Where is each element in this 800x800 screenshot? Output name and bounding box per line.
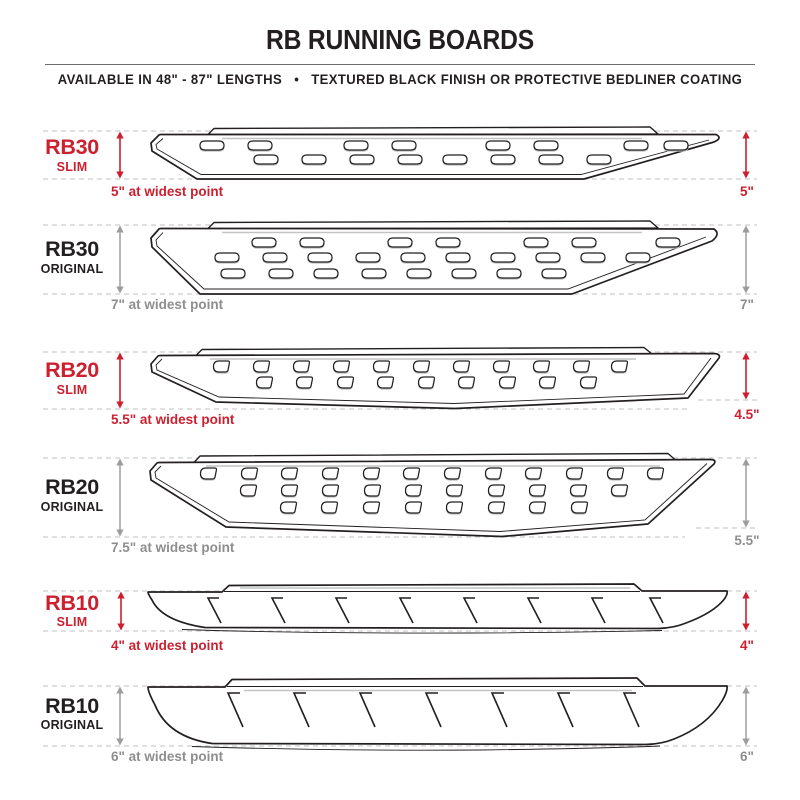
tread-slot	[350, 155, 374, 164]
tread-slot	[447, 485, 463, 496]
row-rb20-slim	[43, 348, 760, 428]
tread-slot	[374, 361, 390, 372]
tread-slot	[398, 155, 422, 164]
tread-slot	[401, 253, 425, 262]
tread-slot	[378, 377, 394, 388]
height-label: 4"	[740, 638, 754, 653]
arrow-head	[742, 172, 749, 179]
arrow-head	[742, 592, 749, 599]
measure-arrow-right	[742, 459, 749, 528]
measure-arrow-right	[742, 353, 749, 400]
arrow-head	[742, 287, 749, 294]
arrow-head	[116, 459, 123, 466]
tread-slot	[608, 468, 624, 479]
tread-slot	[365, 485, 381, 496]
row-rb20-original	[41, 454, 760, 556]
tread-slot	[241, 485, 257, 496]
tread-slot	[406, 502, 422, 513]
tread-slot	[392, 141, 416, 150]
tread-slot	[364, 468, 380, 479]
tread-slot	[567, 468, 583, 479]
tread-slot	[540, 377, 556, 388]
arrow-head	[742, 521, 749, 528]
board-lip	[208, 127, 658, 135]
width-note: 4" at widest point	[111, 638, 224, 653]
arrow-head	[116, 739, 123, 746]
tread-slot	[626, 253, 650, 262]
tread-slot	[356, 253, 380, 262]
tread-slot	[491, 155, 515, 164]
height-label: 4.5"	[734, 407, 760, 422]
arrow-head	[116, 353, 123, 360]
tread-slot	[539, 155, 563, 164]
board-outline	[150, 460, 715, 537]
tread-slot	[587, 155, 611, 164]
measure-arrow-right	[742, 592, 749, 631]
tread-slot	[446, 253, 470, 262]
variant-label: SLIM	[56, 383, 88, 397]
tread-slot	[534, 141, 558, 150]
board-outline	[151, 354, 719, 409]
row-rb30-original	[41, 221, 757, 312]
tread-slot	[542, 269, 566, 278]
tread-slot	[489, 502, 505, 513]
measure-arrow-right	[742, 132, 749, 179]
tread-slot	[419, 377, 435, 388]
tread-slot	[534, 361, 550, 372]
height-label: 7"	[740, 297, 754, 312]
model-label: RB30	[45, 237, 99, 261]
tread-slot	[581, 253, 605, 262]
row-rb10-slim	[43, 584, 757, 653]
tread-slot	[656, 238, 680, 247]
measure-arrow-left	[117, 592, 124, 631]
tread-slot	[500, 377, 516, 388]
arrow-head	[116, 530, 123, 537]
row-rb30-slim	[43, 127, 757, 199]
arrow-head	[117, 592, 124, 599]
subtitle: AVAILABLE IN 48" - 87" LENGTHS • TEXTURED BLACK FINISH OR PROTECTIVE BEDLINER COATING	[57, 72, 743, 87]
tread-slot	[282, 485, 298, 496]
tread-slot	[404, 468, 420, 479]
arrow-head	[742, 459, 749, 466]
measure-arrow-left	[116, 459, 123, 537]
arrow-head	[116, 226, 123, 233]
tread-slot	[362, 269, 386, 278]
tread-slot	[308, 253, 332, 262]
tread-slot	[388, 238, 412, 247]
model-label: RB30	[45, 135, 99, 159]
tread-slot	[572, 502, 588, 513]
arrow-head	[116, 402, 123, 409]
tread-slot	[242, 468, 258, 479]
tread-slot	[338, 377, 354, 388]
tread-slot	[524, 238, 548, 247]
tread-slot	[300, 238, 324, 247]
tread-slot	[447, 502, 463, 513]
tread-slot	[494, 361, 510, 372]
height-label: 5.5"	[734, 533, 760, 548]
tread-slot	[323, 468, 339, 479]
width-note: 5.5" at widest point	[111, 412, 235, 427]
measure-arrow-left	[116, 132, 123, 179]
tread-slot	[664, 141, 688, 150]
tread-slot	[581, 377, 597, 388]
arrow-head	[116, 687, 123, 694]
tread-slot	[497, 269, 521, 278]
board-lip	[208, 221, 658, 229]
width-note: 5" at widest point	[111, 184, 224, 199]
variant-label: ORIGINAL	[40, 718, 104, 732]
width-note: 7.5" at widest point	[111, 540, 235, 555]
page-title: RB RUNNING BOARDS	[265, 24, 535, 55]
tread-slot	[269, 269, 293, 278]
arrow-head	[742, 624, 749, 631]
tread-slot	[486, 468, 502, 479]
arrow-head	[742, 687, 749, 694]
height-label: 6"	[740, 749, 754, 764]
tread-slot	[248, 141, 272, 150]
tread-slot	[486, 141, 510, 150]
tread-slot	[323, 485, 339, 496]
tread-slot	[536, 253, 560, 262]
tread-slot	[530, 485, 546, 496]
tread-slot	[214, 361, 230, 372]
tread-slot	[436, 238, 460, 247]
tread-slot	[252, 238, 276, 247]
arrow-head	[116, 132, 123, 139]
measure-arrow-left	[116, 687, 123, 746]
tread-slot	[254, 361, 270, 372]
variant-label: ORIGINAL	[40, 500, 104, 514]
variant-label: ORIGINAL	[40, 262, 104, 276]
tread-slot	[281, 502, 297, 513]
model-label: RB10	[45, 591, 99, 615]
model-label: RB20	[45, 475, 99, 499]
tread-slot	[344, 141, 368, 150]
tread-slot	[624, 141, 648, 150]
tread-slot	[574, 361, 590, 372]
tread-slot	[530, 502, 546, 513]
tread-slot	[322, 502, 338, 513]
measure-arrow-left	[116, 353, 123, 409]
arrow-head	[117, 624, 124, 631]
tread-slot	[612, 485, 628, 496]
board-outline	[148, 678, 727, 745]
title-divider	[45, 64, 755, 65]
arrow-head	[116, 287, 123, 294]
tread-slot	[215, 253, 239, 262]
tread-slot	[612, 361, 628, 372]
tread-slot	[254, 155, 278, 164]
model-label: RB10	[45, 694, 99, 718]
tread-slot	[572, 238, 596, 247]
model-label: RB20	[45, 358, 99, 382]
arrow-head	[116, 172, 123, 179]
width-note: 7" at widest point	[111, 297, 224, 312]
measure-arrow-right	[742, 687, 749, 746]
tread-slot	[454, 361, 470, 372]
tread-slot	[200, 141, 224, 150]
board-outline	[148, 584, 727, 629]
tread-slot	[443, 155, 467, 164]
tread-slot	[489, 485, 505, 496]
tread-slot	[314, 269, 338, 278]
tread-slot	[302, 155, 326, 164]
height-label: 5"	[740, 184, 754, 199]
tread-slot	[364, 502, 380, 513]
tread-slot	[452, 269, 476, 278]
measure-arrow-right	[742, 226, 749, 294]
tread-slot	[445, 468, 461, 479]
tread-slot	[201, 468, 217, 479]
row-rb10-original	[41, 678, 757, 764]
width-note: 6" at widest point	[111, 749, 224, 764]
tread-slot	[407, 269, 431, 278]
tread-slot	[297, 377, 313, 388]
tread-slot	[526, 468, 542, 479]
measure-arrow-left	[116, 226, 123, 294]
arrow-head	[742, 393, 749, 400]
tread-slot	[221, 269, 245, 278]
tread-slot	[491, 253, 515, 262]
arrow-head	[742, 353, 749, 360]
tread-slot	[571, 485, 587, 496]
tread-slot	[334, 361, 350, 372]
variant-label: SLIM	[56, 615, 88, 629]
tread-slot	[648, 468, 664, 479]
tread-slot	[263, 253, 287, 262]
arrow-head	[742, 226, 749, 233]
variant-label: SLIM	[56, 160, 88, 174]
tread-slot	[282, 468, 298, 479]
arrow-head	[742, 132, 749, 139]
tread-slot	[257, 377, 273, 388]
tread-slot	[294, 361, 310, 372]
arrow-head	[742, 739, 749, 746]
tread-slot	[459, 377, 475, 388]
tread-slot	[406, 485, 422, 496]
tread-slot	[414, 361, 430, 372]
